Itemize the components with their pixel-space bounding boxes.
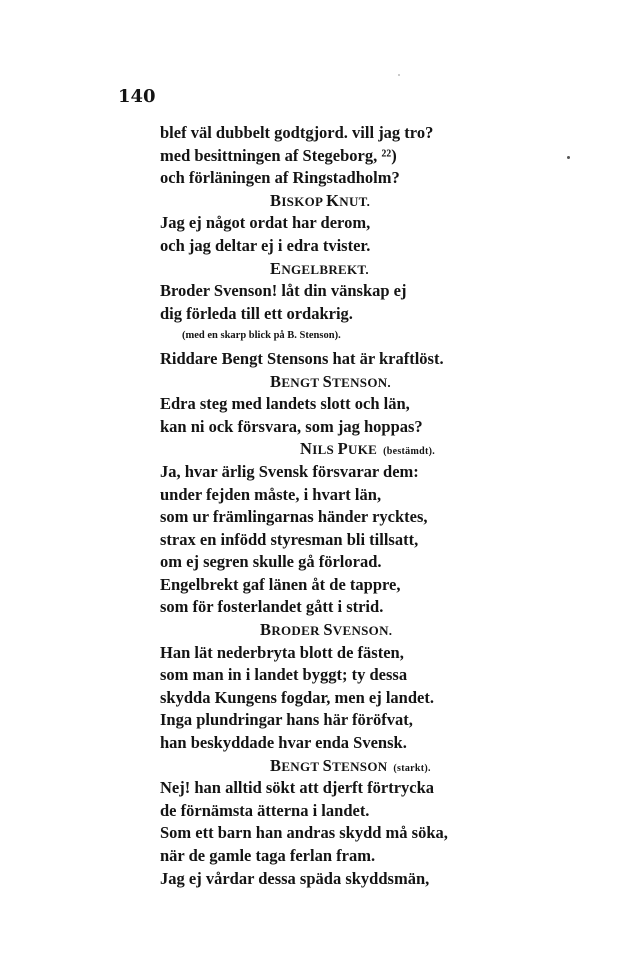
speaker-name-part: P bbox=[337, 439, 349, 459]
verse-line: Broder Svenson! låt din vänskap ej bbox=[160, 281, 407, 301]
speaker-name-part: K bbox=[326, 190, 340, 210]
speaker-direction: (starkt). bbox=[393, 762, 431, 774]
verse-line: Riddare Bengt Stensons hat är kraftlöst. bbox=[160, 348, 444, 368]
speaker-name-part: N bbox=[300, 439, 313, 459]
speaker-name-part: S bbox=[323, 620, 333, 640]
page-number: 140 bbox=[118, 86, 156, 107]
speaker-name-part: NUT. bbox=[339, 193, 371, 209]
speaker-name-part: VENSON. bbox=[332, 623, 393, 639]
verse-line: som ur främlingarnas händer rycktes, bbox=[160, 507, 428, 527]
speaker-name-part: RODER bbox=[271, 623, 324, 639]
speaker-name-part: ENGT bbox=[281, 758, 323, 774]
stage-direction: (med en skarp blick på B. Stenson). bbox=[182, 330, 341, 342]
speaker-name-part: NGELBREKT. bbox=[281, 261, 369, 277]
verse-line: Edra steg med landets slott och län, bbox=[160, 394, 410, 414]
speaker-name bbox=[160, 190, 610, 213]
speaker-name-part: TENSON. bbox=[332, 374, 391, 390]
speaker-name-part: S bbox=[322, 755, 333, 775]
verse-line: skydda Kungens fogdar, men ej landet. bbox=[160, 687, 434, 707]
verse-line: när de gamle taga ferlan fram. bbox=[160, 846, 376, 865]
speaker-name-part: B bbox=[270, 755, 282, 775]
speaker-name-part: TENSON bbox=[332, 758, 388, 774]
verse-line: Jag ej vårdar dessa späda skyddsmän, bbox=[160, 868, 430, 888]
speaker-name bbox=[160, 371, 610, 394]
speaker-name bbox=[160, 258, 610, 281]
verse-line: kan ni ock försvara, som jag hoppas? bbox=[160, 416, 423, 436]
verse-line: och jag deltar ej i edra tvister. bbox=[160, 235, 371, 255]
speaker-name-part: ILS bbox=[312, 442, 338, 458]
verse-line: de förnämsta ätterna i landet. bbox=[160, 800, 370, 820]
verse-line: Han lät nederbryta blott de fästen, bbox=[160, 642, 404, 662]
verse-line: som man in i landet byggt; ty dessa bbox=[160, 665, 408, 685]
speaker-name-part: S bbox=[322, 371, 333, 391]
speaker-name-part: B bbox=[270, 190, 282, 210]
speaker-name-part: B bbox=[260, 620, 272, 640]
speaker-name-part: ISKOP bbox=[281, 193, 327, 209]
verse-line: Som ett barn han andras skydd må söka, bbox=[160, 823, 448, 843]
verse-text bbox=[160, 122, 610, 890]
verse-line: dig förleda till ett ordakrig. bbox=[160, 303, 353, 323]
verse-line: Ja, hvar ärlig Svensk försvarar dem: bbox=[160, 461, 419, 481]
verse-line: som för fosterlandet gått i strid. bbox=[160, 597, 384, 617]
speaker-name bbox=[160, 619, 610, 642]
verse-line: och förläningen af Ringstadholm? bbox=[160, 168, 400, 188]
speaker-name-part: ENGT bbox=[281, 374, 323, 390]
speaker-name bbox=[160, 438, 610, 461]
speaker-direction: (bestämdt). bbox=[383, 446, 436, 458]
speaker-name-part: E bbox=[270, 258, 282, 278]
verse-line: Nej! han alltid sökt att djerft förtrycka bbox=[160, 778, 435, 798]
verse-line: strax en infödd styresman bli tillsatt, bbox=[160, 529, 419, 549]
speaker-name-part: UKE bbox=[348, 442, 378, 458]
verse-line: han beskyddade hvar enda Svensk. bbox=[160, 733, 407, 753]
verse-line: Engelbrekt gaf länen åt de tappre, bbox=[160, 574, 401, 594]
speaker-name bbox=[160, 755, 610, 778]
verse-line: under fejden måste, i hvart län, bbox=[160, 484, 382, 504]
verse-line: Jag ej något ordat har derom, bbox=[160, 213, 371, 233]
speaker-name-part: B bbox=[270, 371, 282, 391]
verse-line: om ej segren skulle gå förlorad. bbox=[160, 552, 382, 572]
verse-line: blef väl dubbelt godtgjord. vill jag tro? bbox=[160, 123, 434, 142]
verse-line: Inga plundringar hans här föröfvat, bbox=[160, 710, 413, 730]
verse-line: med besittningen af Stegeborg, ²²) bbox=[160, 145, 397, 165]
paper-speck bbox=[398, 74, 400, 76]
